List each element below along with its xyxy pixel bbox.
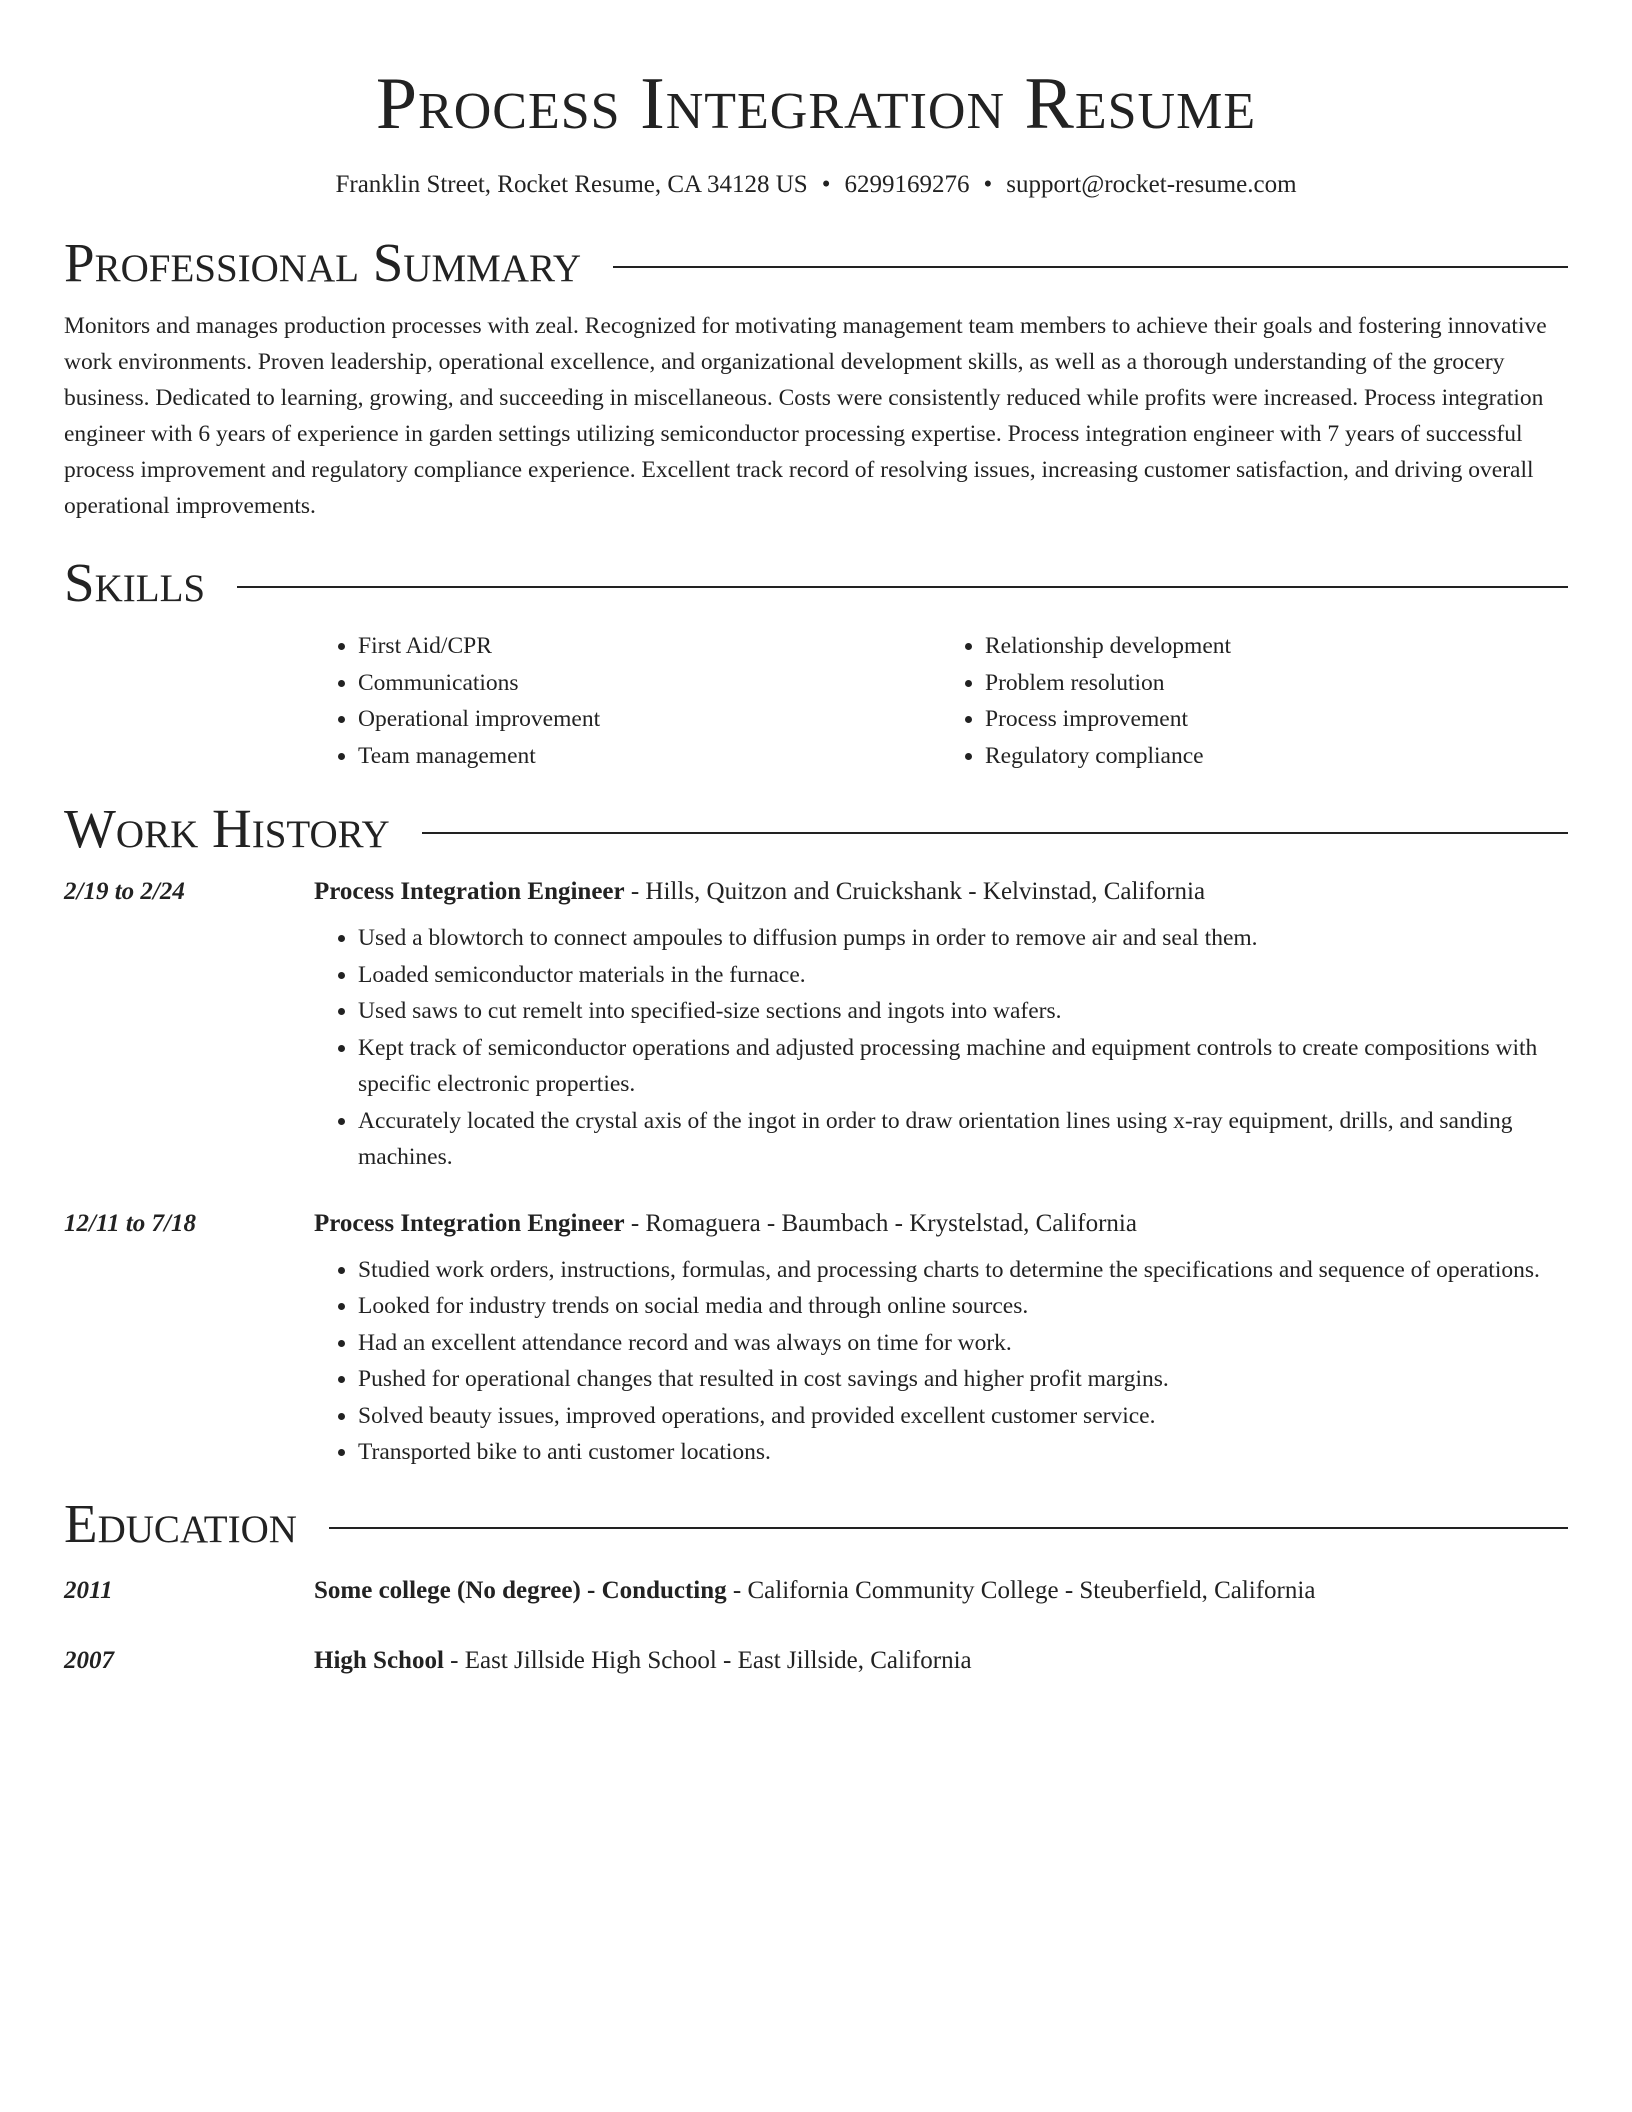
job-bullet: • Used saws to cut remelt into specified-size sections and ingots into wafers. <box>358 993 1568 1030</box>
education-degree: Some college (No degree) - Conducting <box>314 1576 727 1604</box>
job-details: - Romaguera - Baumbach - Krystelstad, California <box>630 1209 1137 1237</box>
job-header <box>64 1210 1568 1238</box>
education-details: - East Jillside High School - East Jillside, California <box>450 1646 972 1674</box>
summary-text: Monitors and manages production processes with zeal. Recognized for motivating management team members to achieve their goals and fostering innovative work environments. Proven leadership, operational excellence, and organizational development skills, as well as a thorough understanding of the grocery business. Dedicated to learning, growing, and succeeding in miscellaneous. Costs were consistently reduced while profits were increased. Process integration engineer with 6 years of experience in garden settings utilizing semiconductor processing expertise. Process integration engineer with 7 years of successful process improvement and regulatory compliance experience. Excellent track record of resolving issues, increasing customer satisfaction, and driving overall operational improvements. <box>64 313 1547 519</box>
job-bullet: • Pushed for operational changes that resulted in cost savings and higher profit margins. <box>358 1361 1568 1398</box>
contact-phone: 6299169276 <box>844 171 970 198</box>
skill-item: • First Aid/CPR <box>358 628 941 665</box>
job-bullet: • Studied work orders, instructions, formulas, and processing charts to determine the specifications and sequence of operations. <box>358 1252 1568 1289</box>
skill-item: • Process improvement <box>985 701 1568 738</box>
contact-separator: • <box>983 171 993 198</box>
job-bullet: • Loaded semiconductor materials in the furnace. <box>358 957 1568 994</box>
job-title: Process Integration Engineer <box>314 878 625 905</box>
skills-divider <box>237 586 1568 588</box>
education-year: 2011 <box>64 1576 113 1604</box>
education-year: 2007 <box>64 1646 114 1674</box>
skills-column-left <box>314 628 941 774</box>
work-divider <box>422 832 1568 834</box>
job-header <box>64 878 1568 906</box>
education-heading: Education <box>64 1492 297 1554</box>
job-bullet: • Solved beauty issues, improved operations, and provided excellent customer service. <box>358 1398 1568 1435</box>
summary-section-header <box>64 232 1568 294</box>
education-details: - California Community College - Steuberfield, California <box>732 1576 1316 1604</box>
education-line <box>314 1647 972 1675</box>
skills-list <box>314 628 1568 774</box>
job-details: - Hills, Quitzon and Cruickshank - Kelvinstad, California <box>630 878 1206 905</box>
education-line <box>314 1577 1315 1605</box>
contact-email: support@rocket-resume.com <box>1006 171 1297 198</box>
job-bullets <box>314 1252 1568 1471</box>
work-section-header <box>64 798 1568 860</box>
skills-column-right <box>941 628 1568 774</box>
job-dates: 12/11 to 7/18 <box>64 1209 196 1237</box>
job-title: Process Integration Engineer <box>314 1209 625 1237</box>
contact-line <box>64 168 1568 202</box>
job-bullet: • Looked for industry trends on social media and through online sources. <box>358 1288 1568 1325</box>
job-line <box>314 1210 1137 1238</box>
skill-item: • Regulatory compliance <box>985 738 1568 775</box>
job-bullet: • Accurately located the crystal axis of the ingot in order to draw orientation lines using x-ray equipment, drills, and sanding machines. <box>358 1103 1568 1176</box>
job-bullet: • Used a blowtorch to connect ampoules to diffusion pumps in order to remove air and seal them. <box>358 920 1568 957</box>
job-bullet: • Had an excellent attendance record and was always on time for work. <box>358 1325 1568 1362</box>
contact-address: Franklin Street, Rocket Resume, CA 34128 US <box>335 171 808 198</box>
education-degree: High School <box>314 1646 444 1674</box>
skill-item: • Team management <box>358 738 941 775</box>
summary-divider <box>613 266 1568 268</box>
skill-item: • Operational improvement <box>358 701 941 738</box>
job-dates: 2/19 to 2/24 <box>64 878 185 905</box>
skills-heading: Skills <box>64 552 206 613</box>
job-bullet: • Kept track of semiconductor operations and adjusted processing machine and equipment controls to create compositions with specific electronic properties. <box>358 1030 1568 1103</box>
job-line <box>314 878 1205 906</box>
skills-section-header <box>64 552 1568 614</box>
job-entry <box>64 1210 1568 1471</box>
contact-separator: • <box>821 171 831 198</box>
education-divider <box>329 1527 1568 1529</box>
education-entry <box>64 1577 1568 1605</box>
skill-item: • Problem resolution <box>985 665 1568 702</box>
summary-heading: Professional Summary <box>64 232 582 293</box>
education-section-header <box>64 1493 1568 1555</box>
job-entry <box>64 878 1568 1176</box>
work-heading: Work History <box>64 798 390 859</box>
education-entry <box>64 1647 1568 1675</box>
skill-item: • Relationship development <box>985 628 1568 665</box>
resume-title: Process Integration Resume <box>375 63 1257 145</box>
job-bullet: • Transported bike to anti customer locations. <box>358 1434 1568 1471</box>
job-bullets <box>314 920 1568 1176</box>
skill-item: • Communications <box>358 665 941 702</box>
